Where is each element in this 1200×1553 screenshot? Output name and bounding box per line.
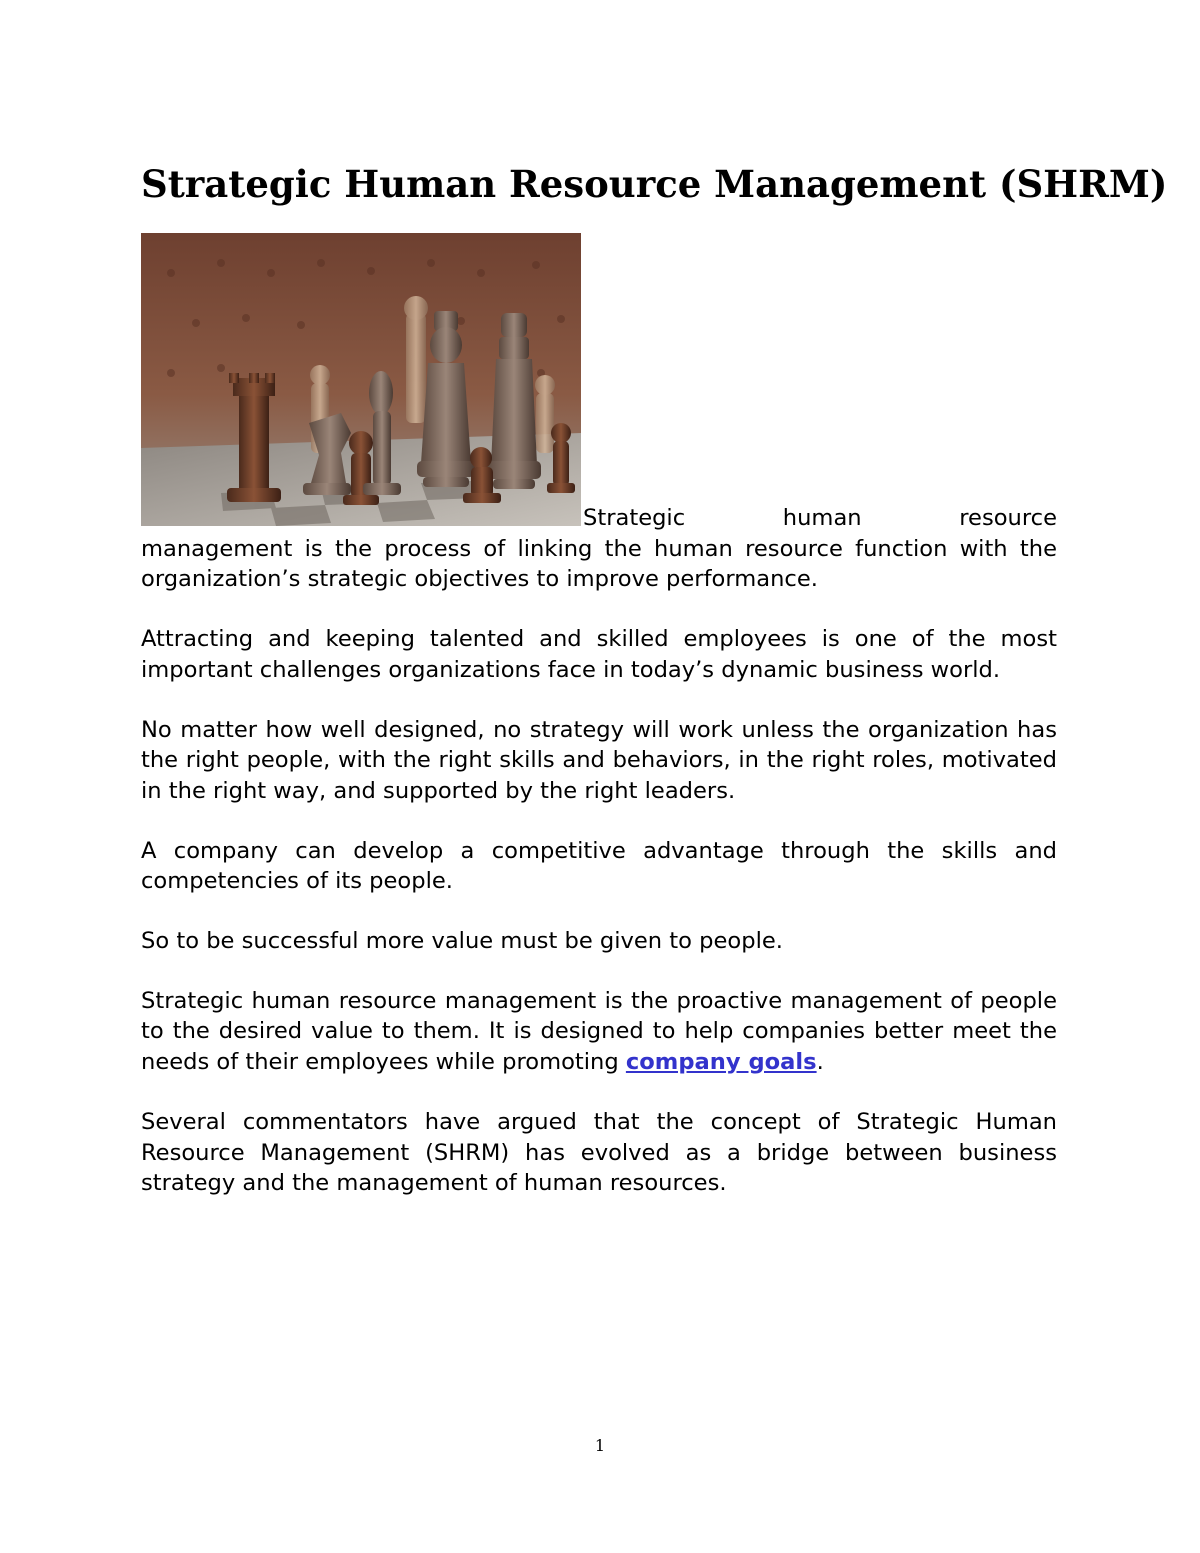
paragraph-6-text: Strategic human resource management is the proactive management of people to the desired value to them. It is designed to help companies better meet the needs of their employees while promoting	[141, 987, 1057, 1076]
paragraph-6	[141, 986, 1057, 1078]
page-title: Strategic Human Resource Management (SHRM)	[141, 162, 1168, 206]
document-body	[141, 233, 1057, 1228]
paragraph-2: Attracting and keeping talented and skilled employees is one of the most important challenges organizations face in today’s dynamic business world.	[141, 626, 1057, 683]
paragraph-4: A company can develop a competitive advantage through the skills and competencies of its people.	[141, 837, 1057, 895]
chess-pieces-photo	[141, 233, 581, 526]
paragraph-7: Several commentators have argued that the concept of Strategic Human Resource Management (SHRM) has evolved as a bridge between business strategy and the management of human resources.	[141, 1108, 1057, 1197]
paragraph-1	[141, 233, 1057, 595]
chess-image-svg	[141, 233, 581, 526]
company-goals-link[interactable]: company goals	[625, 1049, 817, 1076]
paragraph-6-end: .	[816, 1049, 824, 1076]
paragraph-3: No matter how well designed, no strategy will work unless the organization has the right people, with the right skills and behaviors, in the right roles, motivated in the right way, and supported by the right leaders.	[141, 716, 1057, 804]
paragraph-1-lead: Strategic human resource	[583, 505, 1057, 531]
paragraph-1-text: management is the process of linking the human resource function with the organization’s strategic objectives to improve performance.	[141, 535, 1057, 593]
page-number: 1	[594, 1436, 606, 1455]
paragraph-5: So to be successful more value must be given to people.	[141, 928, 783, 955]
